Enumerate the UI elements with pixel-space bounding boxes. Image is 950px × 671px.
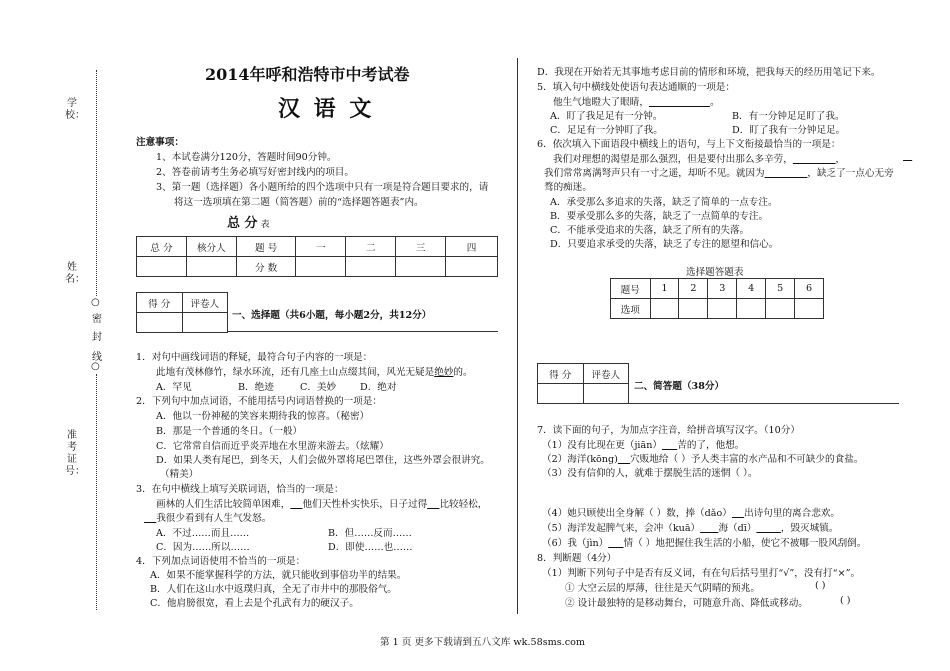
answer-row-label: 选项 (611, 299, 651, 319)
q2-option-d: D．如果人类有尾巴，到冬天，人们会做外罩将尾巴罩住，这些外罩会很讲究。 (156, 455, 490, 466)
q1-option-a: A．罕见 (156, 382, 192, 393)
q7-blank[interactable] (662, 440, 677, 451)
q7-blank[interactable] (700, 523, 718, 534)
q7-text: （5）海洋发起脾气来，会冲（kuā） (542, 523, 701, 534)
q3-stem: 3．在句中横线上填写关联词语，恰当的一项是： (136, 484, 344, 495)
q7-line-6 (542, 535, 866, 549)
q8-instruction: （1）判断下列句子中是否有反义词，有在句后括号里打“√”，没有打“×”。 (542, 568, 861, 579)
answer-cell-4[interactable] (737, 299, 766, 319)
answer-cell-5[interactable] (766, 299, 795, 319)
q2-stem: 2．下列句中加点词语，不能用括号内词语替换的一项是： (136, 396, 382, 407)
seal-char-mi: 密 (92, 314, 102, 325)
q7-line-1 (542, 437, 744, 451)
q1-option-c: C．美妙 (300, 382, 337, 393)
q6-option-c: C．不能承受追求的失落，缺乏了所有的失落。 (550, 225, 750, 236)
q3-passage-text: 画林的人们生活比较简单困难， (156, 499, 291, 510)
q7-stem: 7．读下面的句子，为加点字注音，给拼音填写汉字。（10分） (537, 425, 800, 436)
q7-text: （6）我（jìn） (542, 538, 609, 549)
score-header: 核分人 (186, 237, 236, 257)
notice-item: 1、本试卷满分120分，答题时间90分钟。 (156, 152, 337, 163)
q2-option-b: B．那是一个普通的冬日。（一般） (156, 426, 303, 437)
q4-option-a: A．如果不能掌握科学的方法，就只能收到事倍功半的结果。 (150, 570, 407, 581)
q1-option-b: B．绝迹 (238, 382, 274, 393)
q1-sentence-end: 的。 (453, 367, 473, 378)
grader-box-section2 (537, 363, 629, 404)
grader-score-cell[interactable] (137, 313, 183, 333)
q7-blank[interactable] (732, 508, 744, 519)
grader-name-cell[interactable] (182, 313, 228, 333)
q7-text: 苦的了，他想。 (677, 440, 745, 451)
page-footer: 第 1 页 更多下载请到五八文库 wk.58sms.com (380, 637, 585, 648)
q7-blank[interactable] (608, 538, 623, 549)
score-table-title (227, 212, 270, 231)
score-header: 一 (296, 237, 346, 257)
score-header: 四 (446, 237, 498, 257)
score-table-title-small: 表 (260, 220, 270, 230)
q6-option-a: A．承受那么多追求的失落，缺乏了简单的一点专注。 (550, 197, 778, 208)
answer-number: 6 (795, 279, 824, 299)
q1-stem: 1．对句中画线词语的释疑，最符合句子内容的一项是： (136, 352, 373, 363)
grader-name-label: 评卷人 (583, 364, 629, 384)
q5-sentence-end: 。 (709, 97, 720, 108)
sidebar-ticket-label: 准考证号： (65, 430, 85, 477)
grader-box-section1 (136, 292, 228, 333)
grader-name-label: 评卷人 (182, 293, 228, 313)
answer-cell-2[interactable] (679, 299, 708, 319)
q1-underlined-word: 绝妙 (434, 367, 454, 378)
answer-table-title: 选择题答题表 (686, 267, 744, 278)
score-header: 二 (346, 237, 396, 257)
q3-option-a: A．不过……而且…… (156, 528, 250, 539)
notice-item: 2、答卷前请考生务必填写好密封线内的项目。 (156, 167, 354, 178)
q4-option-b: B．人们在这山水中返璞归真，全无了市井中的那股俗气。 (150, 584, 397, 595)
q5-stem: 5．填入句中横线处使语句表达通顺的一项是： (537, 82, 735, 93)
q7-text: 情（ ）地把握住我生活的小船，使它不被哪一股风刮倒。 (623, 538, 867, 549)
grader-score-label: 得 分 (137, 293, 183, 313)
q6-passage-text: ， (835, 154, 846, 165)
q1-sentence-text: 此地有茂林修竹，绿水环流，还有几座土山点缀其间，风光无疑是 (156, 367, 435, 378)
q3-passage (156, 496, 487, 510)
score-cell-checker[interactable] (186, 257, 236, 277)
score-cell-2[interactable] (346, 257, 396, 277)
sidebar-school-label: 学校： (65, 98, 85, 121)
q8-item-2-answer[interactable]: ( ) (840, 595, 851, 606)
q6-passage-2 (544, 165, 894, 179)
q6-passage-3: 骛的痴迷。 (544, 182, 592, 193)
q7-text: 海（dī） (718, 523, 757, 534)
q7-text: 穴贩地给（ ）予人类丰富的水产品和不可缺少的食盐。 (630, 454, 864, 465)
section2-title: 二、简答题（38分） (634, 381, 725, 392)
grader-name-cell[interactable] (583, 384, 629, 404)
q1-option-d: D．绝对 (360, 382, 397, 393)
score-header: 三 (396, 237, 446, 257)
score-cell-total[interactable] (137, 257, 187, 277)
q5-option-c: C．足足有一分钟盯了我。 (550, 125, 663, 136)
section1-title: 一、选择题（共6小题，每小题2分，共12分） (232, 310, 432, 321)
q5-sentence-text: 他生气地瞪大了眼睛， (553, 97, 649, 108)
q6-stem: 6．依次填入下面语段中横线上的语句，与上下文衔接最恰当的一项是： (537, 139, 841, 150)
answer-number: 2 (679, 279, 708, 299)
q8-item-2: ② 设计最独特的是移动舞台，可随意升高、降低或移动。 (565, 598, 808, 609)
q2-option-a: A．他以一份神秘的笑容来期待我的惊喜。（秘密） (156, 411, 370, 422)
q3-blank-3[interactable] (144, 513, 156, 524)
notice-heading: 注意事项： (136, 137, 184, 148)
q5-option-a: A．盯了我足足有一分钟。 (550, 111, 663, 122)
q4-option-d: D．我现在开始若无其事地考虑目前的情形和环境，把我每天的经历用笔记下来。 (537, 67, 881, 78)
q3-blank-1[interactable] (290, 499, 302, 510)
q6-option-d: D．只要追求承受的失落，缺乏了专注的愿望和信心。 (550, 239, 779, 250)
score-row-label: 分 数 (236, 257, 296, 277)
answer-cell-1[interactable] (650, 299, 679, 319)
score-cell-4[interactable] (446, 257, 498, 277)
seal-circle-icon: ○ (91, 297, 100, 308)
q5-option-b: B．有一分钟足足盯了我。 (732, 111, 845, 122)
answer-number: 1 (650, 279, 679, 299)
q4-option-c: C．他肩膀很宽，看上去是个孔武有力的硬汉子。 (150, 598, 359, 609)
q7-blank[interactable] (756, 523, 780, 534)
q7-line-3: （3）没有信仰的人，就难于摆脱生活的迷惘（ ）。 (542, 468, 758, 479)
grader-score-cell[interactable] (538, 384, 584, 404)
q8-item-1: ① 大空云层的厚薄，往往是天气阴晴的预兆。 (565, 583, 760, 594)
q7-line-5 (542, 520, 838, 534)
q7-text: （2）海洋(kōng) (542, 454, 618, 465)
q7-text: （4）她只顾使出全身解（ ）数，捧（dǎo） (542, 508, 732, 519)
q7-text: （1）没有比现在更（jiān） (542, 440, 662, 451)
q3-passage-text: 比较轻松， (439, 499, 488, 510)
score-header: 题 号 (236, 237, 296, 257)
notice-item: 将这一选项填在第二题（简答题）前的“选择题答题表”内。 (174, 197, 424, 208)
column-divider (517, 58, 518, 614)
q6-blank-1-cont[interactable] (903, 151, 912, 162)
q6-blank-1[interactable] (793, 154, 836, 165)
q3-passage-text: 他们天性朴实快乐，日子过得 (302, 499, 428, 510)
q7-text: 出诗句里的离合悲欢。 (744, 508, 841, 519)
answer-number: 4 (737, 279, 766, 299)
q6-passage-text: ，缺乏了一点心无旁 (807, 168, 894, 179)
sidebar-name-label: 姓名： (65, 262, 85, 285)
answer-number: 3 (708, 279, 737, 299)
q3-option-b: B．但……反而…… (328, 528, 412, 539)
seal-line-top (96, 70, 97, 296)
answer-table (610, 278, 824, 319)
score-header: 总 分 (137, 237, 187, 257)
q6-passage-text: 我们对理想的渴望是那么强烈，但是要付出那么多辛劳， (553, 154, 793, 165)
q5-option-d: D．盯了我有一分钟足足。 (732, 125, 846, 136)
q8-item-1-answer[interactable]: ( ) (815, 580, 826, 591)
q4-stem: 4．下列加点词语使用不恰当的一项是： (136, 556, 306, 567)
seal-circle-icon: ○ (91, 361, 100, 372)
q8-stem: 8．判断题（4分） (537, 553, 617, 564)
q3-passage-text: 我很少看到有人生气发怒。 (156, 513, 272, 524)
q6-option-b: B．要承受那么多的失落，缺乏了一点简单的专注。 (550, 211, 769, 222)
answer-cell-6[interactable] (795, 299, 824, 319)
q7-line-2 (542, 451, 863, 465)
section1-rule (228, 331, 498, 332)
q6-passage (553, 151, 845, 165)
seal-char-feng: 封 (92, 332, 102, 343)
answer-number: 5 (766, 279, 795, 299)
q2-option-d-cont: （精美） (160, 469, 199, 480)
score-cell-1[interactable] (296, 257, 346, 277)
q7-blank[interactable] (618, 454, 630, 465)
grader-score-label: 得 分 (538, 364, 584, 384)
q7-line-4 (542, 505, 840, 519)
score-table-title-big: 总 分 (227, 216, 258, 231)
q3-option-c: C．因为……所以…… (156, 542, 250, 553)
q1-sentence (156, 364, 473, 378)
seal-line-bottom (96, 374, 97, 610)
score-table (136, 236, 498, 277)
q3-option-d: D．即使……也…… (328, 542, 413, 553)
q5-blank[interactable] (649, 97, 710, 108)
score-cell-3[interactable] (396, 257, 446, 277)
q2-option-c: C．它常常自信而近乎炎弄地在水里游来游去。（炫耀） (156, 441, 389, 452)
exam-subject: 汉 语 文 (278, 96, 375, 122)
q6-blank-2[interactable] (765, 168, 808, 179)
answer-row-label: 题号 (611, 279, 651, 299)
q3-passage-cont (144, 510, 271, 524)
q5-sentence (553, 94, 720, 108)
q7-text: ，毁灭城镇。 (780, 523, 839, 534)
answer-cell-3[interactable] (708, 299, 737, 319)
q3-blank-2[interactable] (427, 499, 439, 510)
q6-passage-text: 我们常常离满弩声只有一寸之遥，却昕不见。就因为 (544, 168, 765, 179)
section2-rule (629, 403, 899, 404)
notice-item: 3、第一题（选择题）各小题所给的四个选项中只有一项是符合题目要求的，请 (156, 182, 489, 193)
exam-title: 2014年呼和浩特市中考试卷 (205, 65, 410, 84)
seal-char-xian: 线 (92, 352, 102, 363)
